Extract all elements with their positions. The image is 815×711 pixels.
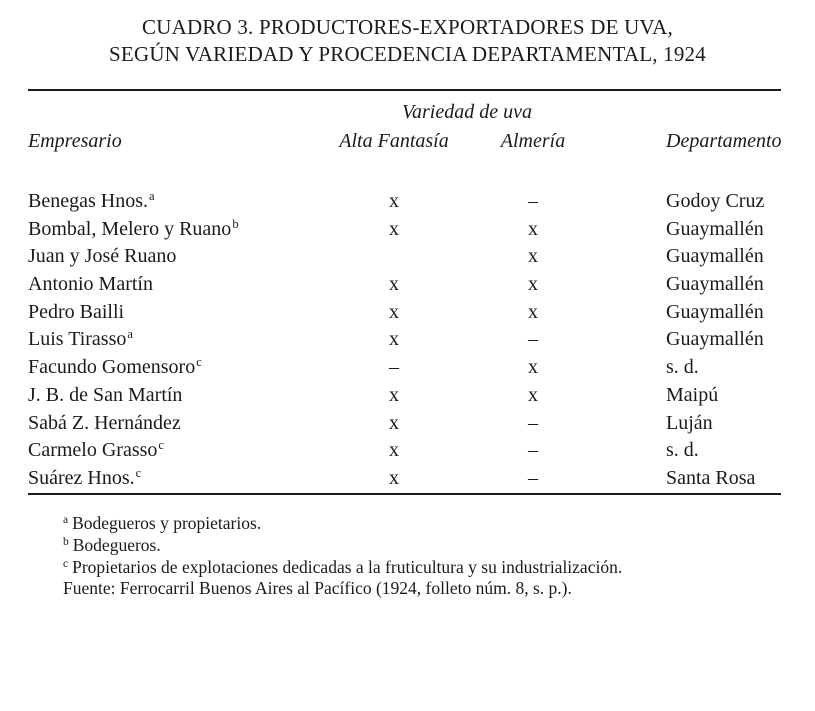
footnote-text: Bodegueros y propietarios. (72, 513, 262, 533)
empresario-text: J. B. de San Martín (28, 383, 183, 406)
cell-empresario (28, 326, 328, 354)
cell-empresario (28, 243, 328, 271)
footnote-marker: a (63, 514, 69, 526)
cell-departamento: Guaymallén (666, 217, 764, 240)
cell-almeria: – (528, 466, 538, 489)
footnote-marker: c (196, 355, 202, 370)
table-row (28, 410, 781, 438)
footnote-marker: a (127, 327, 133, 342)
table-row (28, 216, 781, 244)
cell-almeria: – (528, 190, 538, 212)
cell-alta-fantasia: x (389, 190, 399, 212)
cell-departamento: Guaymallén (666, 245, 764, 268)
footnote-marker: c (63, 557, 69, 570)
column-header-departamento: Departamento (666, 130, 782, 152)
table-rule-top (28, 89, 781, 91)
table-body (28, 188, 781, 493)
footnote (63, 557, 783, 579)
table-row (28, 188, 781, 216)
cell-almeria: – (528, 439, 538, 462)
cell-alta-fantasia: x (389, 217, 399, 240)
cell-empresario (28, 188, 328, 216)
footnote-marker: c (158, 438, 164, 453)
table-footnotes (63, 513, 783, 600)
cell-empresario (28, 299, 328, 327)
column-header-almeria: Almería (500, 130, 566, 152)
cell-almeria: x (528, 245, 538, 268)
cell-alta-fantasia: – (389, 356, 399, 379)
cell-departamento: Maipú (666, 383, 719, 406)
table-row (28, 299, 781, 327)
table-row (28, 271, 781, 299)
column-header-alta-fantasia: Alta Fantasía (339, 130, 449, 152)
cell-alta-fantasia: x (389, 383, 399, 406)
empresario-text: Antonio Martín (28, 273, 153, 296)
footnote-marker: b (63, 535, 69, 548)
table-row (28, 354, 781, 382)
table-row (28, 326, 781, 354)
footnote-marker: b (232, 216, 239, 231)
table-row (28, 465, 781, 493)
empresario-text: Luis Tirasso (28, 328, 127, 351)
cell-alta-fantasia (328, 243, 460, 271)
column-header-empresario: Empresario (28, 130, 122, 152)
cell-almeria: – (528, 411, 538, 434)
footnote-text: Bodegueros. (72, 534, 161, 555)
cell-departamento: Santa Rosa (666, 466, 756, 489)
empresario-text: Carmelo Grasso (28, 439, 158, 462)
cell-alta-fantasia: x (389, 466, 399, 489)
cell-alta-fantasia: x (389, 411, 399, 434)
cell-departamento: Godoy Cruz (666, 190, 765, 212)
cell-departamento: Guaymallén (666, 300, 764, 323)
empresario-text: Bombal, Melero y Ruano (28, 217, 232, 240)
cell-departamento: Luján (666, 411, 713, 434)
table-row (28, 382, 781, 410)
cell-almeria: x (528, 356, 538, 379)
cell-departamento: s. d. (666, 356, 699, 379)
cell-alta-fantasia: x (389, 300, 399, 323)
footnote-marker: a (148, 189, 155, 203)
table-rule-bottom (28, 493, 781, 495)
cell-empresario (28, 382, 328, 410)
cell-almeria: x (528, 383, 538, 406)
table-title (0, 14, 815, 68)
cell-empresario (28, 216, 328, 244)
empresario-text: Sabá Z. Hernández (28, 411, 181, 434)
footnote-marker: c (135, 465, 142, 480)
empresario-text: Benegas Hnos. (28, 190, 148, 212)
cell-empresario (28, 410, 328, 438)
empresario-text: Facundo Gomensoro (28, 356, 196, 379)
cell-alta-fantasia: x (389, 273, 399, 296)
table-title-line1: CUADRO 3. PRODUCTORES-EXPORTADORES DE UVA, (142, 15, 673, 39)
cell-alta-fantasia: x (389, 439, 399, 462)
source-line: Fuente: Ferrocarril Buenos Aires al Pacífico (1924, folleto núm. 8, s. p.). (63, 578, 572, 599)
footnote (63, 513, 783, 535)
empresario-text: Juan y José Ruano (28, 245, 177, 268)
cell-empresario (28, 271, 328, 299)
cell-empresario (28, 354, 328, 382)
cell-departamento: s. d. (666, 439, 699, 462)
cell-departamento: Guaymallén (666, 273, 764, 296)
footnote (63, 535, 783, 557)
cell-departamento: Guaymallén (666, 328, 764, 351)
table-row (28, 243, 781, 271)
cell-almeria: x (528, 217, 538, 240)
cell-almeria: x (528, 273, 538, 296)
cell-almeria: x (528, 300, 538, 323)
cell-alta-fantasia: x (389, 328, 399, 351)
empresario-text: Pedro Bailli (28, 300, 125, 323)
empresario-text: Suárez Hnos. (28, 466, 135, 489)
column-header-row (28, 130, 781, 153)
cell-empresario (28, 465, 328, 493)
cell-empresario (28, 437, 328, 465)
footnote-text: Propietarios de explotaciones dedicadas a la fruticultura y su industrialización. (72, 556, 623, 577)
table-row (28, 437, 781, 465)
column-group-label: Variedad de uva (402, 101, 532, 123)
table-title-line2: SEGÚN VARIEDAD Y PROCEDENCIA DEPARTAMENTAL, 1924 (109, 42, 706, 66)
cell-almeria: – (528, 328, 538, 351)
